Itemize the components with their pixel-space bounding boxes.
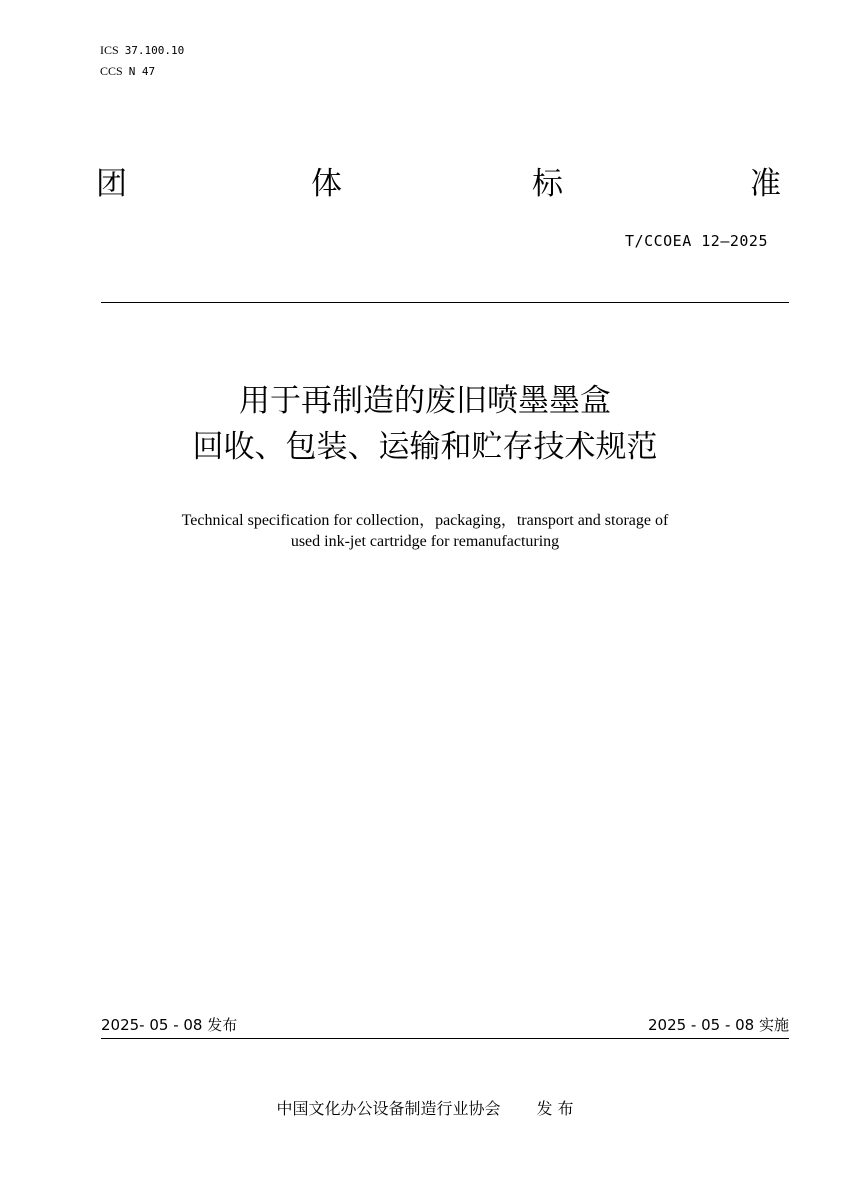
english-title bbox=[0, 510, 850, 552]
english-title-line-2: used ink-jet cartridge for remanufacturing bbox=[290, 533, 560, 550]
ccs-label: CCS bbox=[100, 64, 123, 78]
ccs-code: N 47 bbox=[128, 65, 156, 78]
classification-codes bbox=[100, 40, 184, 82]
publish-date: 2025- 05 - 08 发布 bbox=[101, 1016, 238, 1034]
chinese-title bbox=[0, 378, 850, 470]
standard-type-char-1: 团 bbox=[96, 166, 127, 202]
dates-row bbox=[101, 1014, 789, 1039]
standard-type-char-4: 准 bbox=[750, 166, 781, 202]
issuer-org: 中国文化办公设备制造行业协会 bbox=[276, 1099, 501, 1118]
standard-number: T/CCOEA 12—2025 bbox=[625, 232, 768, 250]
issuer-line bbox=[0, 1097, 850, 1121]
ics-line bbox=[100, 40, 184, 61]
chinese-title-line-1: 用于再制造的废旧喷墨墨盒 bbox=[239, 383, 611, 419]
ics-code: 37.100.10 bbox=[124, 44, 185, 57]
ccs-line bbox=[100, 61, 184, 82]
implement-date: 2025 - 05 - 08 实施 bbox=[647, 1016, 789, 1034]
ics-label: ICS bbox=[100, 43, 119, 57]
header-divider bbox=[101, 302, 789, 303]
standard-type-char-2: 体 bbox=[311, 166, 342, 202]
chinese-title-line-2: 回收、包装、运输和贮存技术规范 bbox=[192, 429, 658, 465]
standard-type-char-3: 标 bbox=[532, 166, 563, 202]
standard-type-heading bbox=[96, 162, 786, 206]
issuer-action: 发 布 bbox=[536, 1099, 574, 1118]
english-title-line-1: Technical specification for collection，packaging，transport and storage of bbox=[181, 512, 669, 529]
